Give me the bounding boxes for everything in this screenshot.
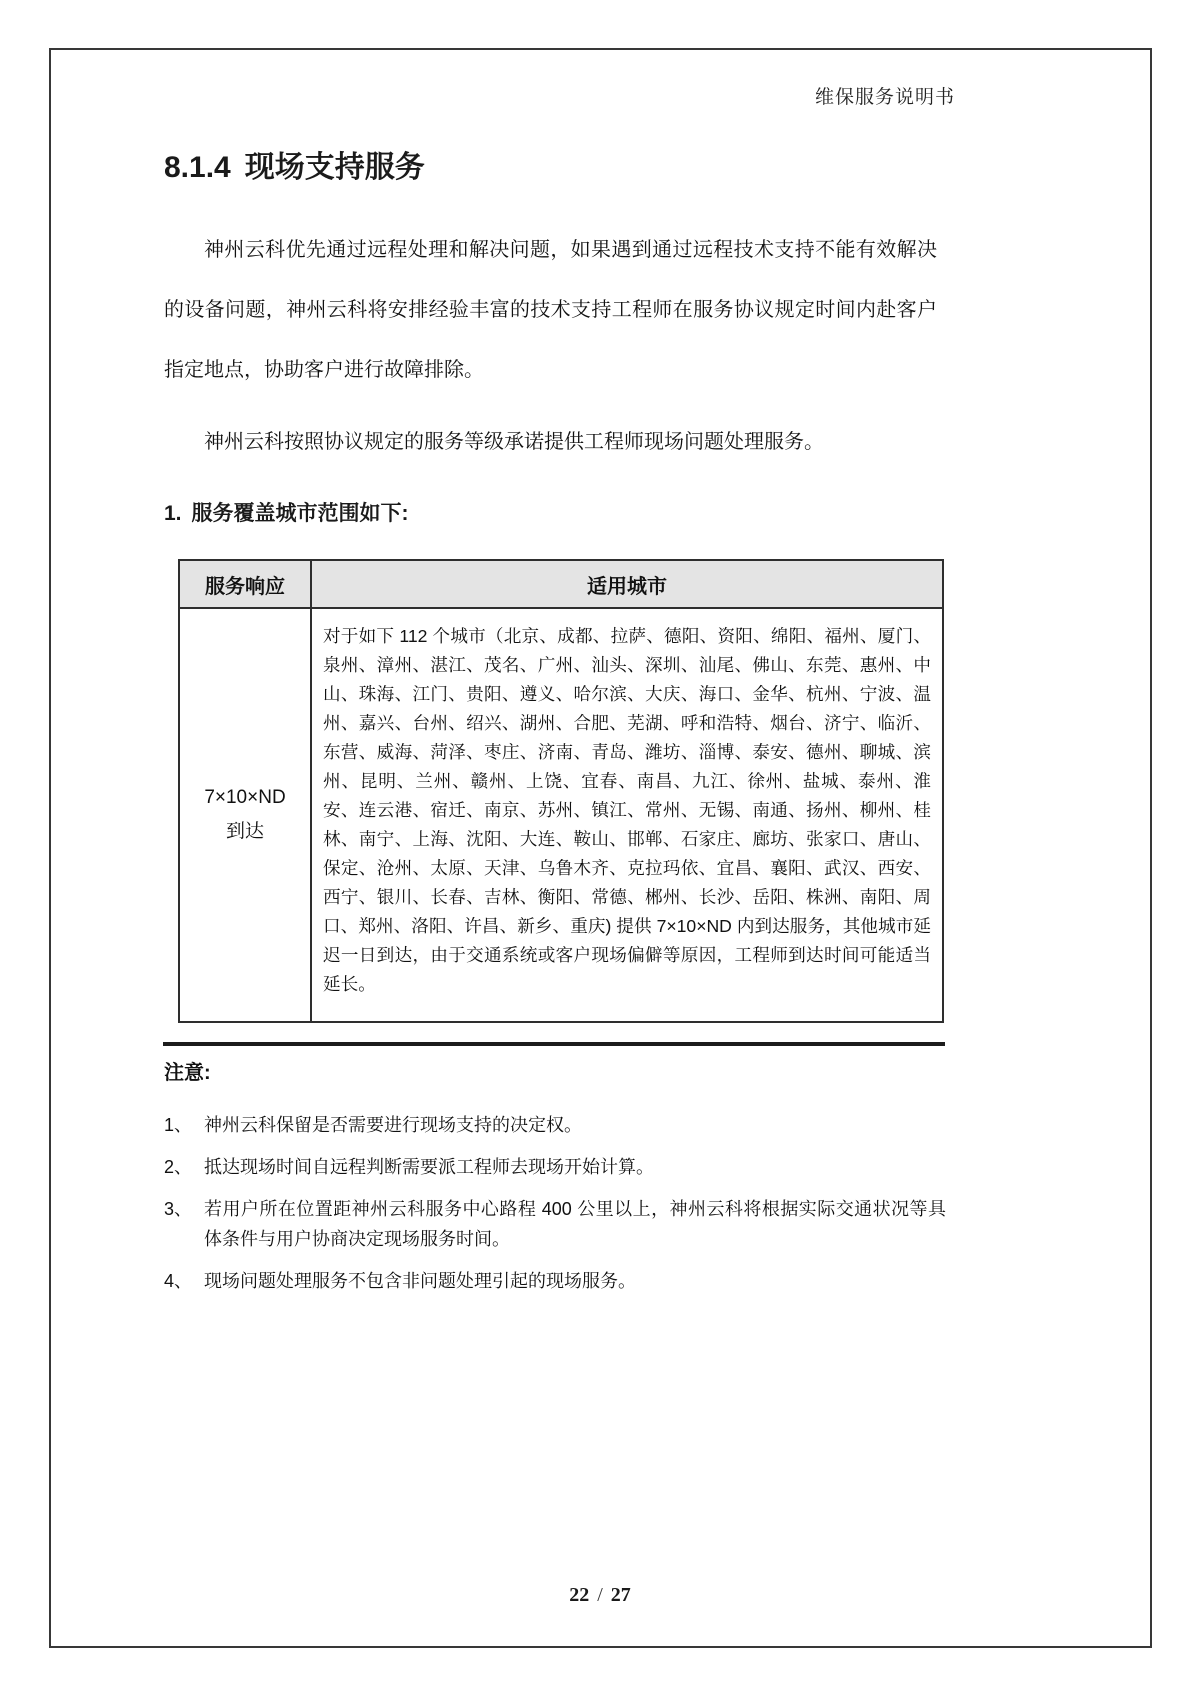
note-item bbox=[164, 1110, 946, 1140]
notes-label: 注意: bbox=[164, 1062, 211, 1084]
list-heading-text: 服务覆盖城市范围如下: bbox=[191, 502, 409, 525]
note-item bbox=[164, 1194, 946, 1254]
page-footer bbox=[0, 1584, 1200, 1607]
note-number: 2、 bbox=[164, 1157, 193, 1177]
note-text: 抵达现场时间自远程判断需要派工程师去现场开始计算。 bbox=[204, 1157, 654, 1177]
notes-section bbox=[164, 1060, 946, 1308]
doc-header-text: 维保服务说明书 bbox=[814, 87, 955, 108]
service-coverage-table bbox=[178, 559, 944, 1023]
response-cell bbox=[179, 608, 311, 1022]
table-header-row bbox=[179, 560, 943, 608]
footer-total-pages: 27 bbox=[610, 1584, 631, 1606]
note-text: 神州云科保留是否需要进行现场支持的决定权。 bbox=[204, 1115, 582, 1135]
note-text: 若用户所在位置距神州云科服务中心路程 400 公里以上，神州云科将根据实际交通状况等具体条件与用户协商决定现场服务时间。 bbox=[204, 1199, 946, 1249]
col-header-cities: 适用城市 bbox=[311, 560, 943, 608]
section-number: 8.1.4 bbox=[164, 151, 231, 184]
table-row bbox=[179, 608, 943, 1022]
note-text: 现场问题处理服务不包含非问题处理引起的现场服务。 bbox=[204, 1271, 636, 1291]
note-item bbox=[164, 1266, 946, 1296]
divider-rule bbox=[163, 1042, 945, 1046]
note-item bbox=[164, 1152, 946, 1182]
paragraph-intro: 神州云科优先通过远程处理和解决问题，如果遇到通过远程技术支持不能有效解决的设备问题，神州云科将安排经验丰富的技术支持工程师在服务协议规定时间内赴客户指定地点，协助客户进行故障排除。 bbox=[164, 239, 937, 381]
footer-separator: / bbox=[597, 1584, 603, 1606]
section-heading bbox=[164, 150, 425, 186]
note-number: 1、 bbox=[164, 1115, 193, 1135]
list-heading bbox=[164, 497, 409, 527]
paragraph-commitment: 神州云科按照协议规定的服务等级承诺提供工程师现场问题处理服务。 bbox=[204, 431, 824, 453]
footer-page-number: 22 bbox=[569, 1584, 590, 1606]
section-title: 现场支持服务 bbox=[244, 151, 425, 184]
note-number: 3、 bbox=[164, 1199, 193, 1219]
cities-cell: 对于如下 112 个城市（北京、成都、拉萨、德阳、资阳、绵阳、福州、厦门、泉州、漳州、湛江、茂名、广州、汕头、深圳、汕尾、佛山、东莞、惠州、中山、珠海、江门、贵阳、遵义、哈尔滨、大庆、海口、金华、杭州、宁波、温州、嘉兴、台州、绍兴、湖州、合肥、芜湖、呼和浩特、烟台、济宁、临沂、东营、威海、菏泽、枣庄、济南、青岛、潍坊、淄博、泰安、德州、聊城、滨州、昆明、兰州、赣州、上饶、宜春、南昌、九江、徐州、盐城、泰州、淮安、连云港、宿迁、南京、苏州、镇江、常州、无锡、南通、扬州、柳州、桂林、南宁、上海、沈阳、大连、鞍山、邯郸、石家庄、廊坊、张家口、唐山、保定、沧州、太原、天津、乌鲁木齐、克拉玛依、宜昌、襄阳、武汉、西安、西宁、银川、长春、吉林、衡阳、常德、郴州、长沙、岳阳、株洲、南阳、周口、郑州、洛阳、许昌、新乡、重庆) 提供 7×10×ND 内到达服务，其他城市延迟一日到达，由于交通系统或客户现场偏僻等原因，工程师到达时间可能适当延长。 bbox=[311, 608, 943, 1022]
response-line1: 7×10×ND bbox=[204, 787, 286, 808]
list-heading-number: 1. bbox=[164, 502, 182, 525]
note-number: 4、 bbox=[164, 1271, 193, 1291]
response-line2: 到达 bbox=[225, 821, 264, 842]
col-header-response: 服务响应 bbox=[179, 560, 311, 608]
